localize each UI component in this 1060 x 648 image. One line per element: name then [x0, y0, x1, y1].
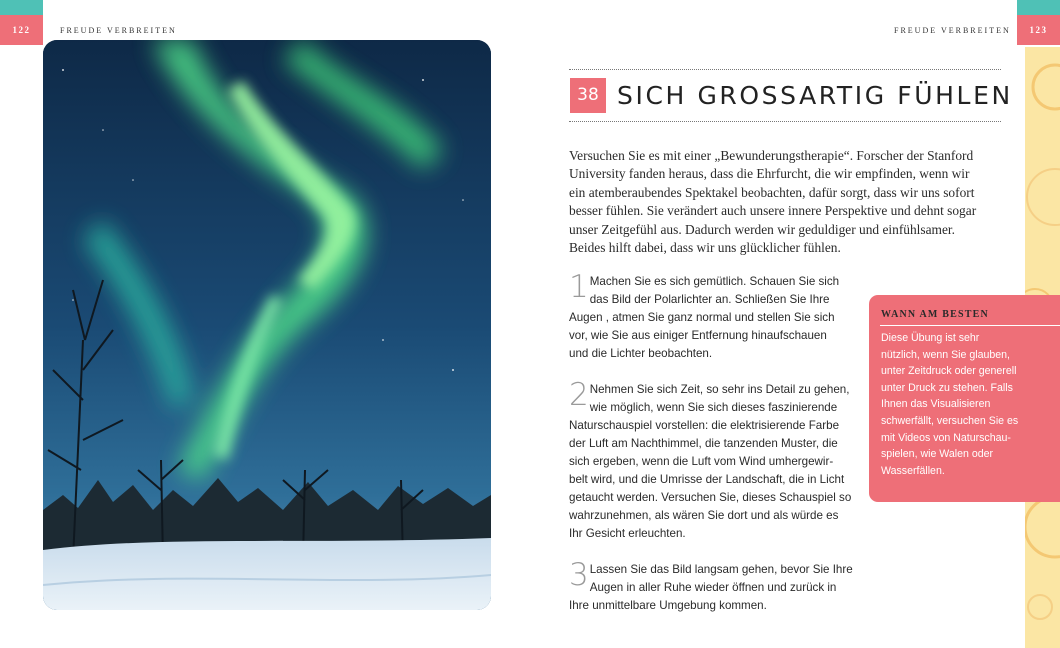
- sidebar-rule: [880, 325, 1060, 326]
- sidebar-body: [881, 330, 1018, 479]
- step-line: Augen , atmen Sie ganz normal und stellen Sie sich: [569, 311, 835, 324]
- right-running-head: FREUDE VERBREITEN: [894, 26, 1011, 35]
- left-running-head: FREUDE VERBREITEN: [60, 26, 177, 35]
- step-number: 3: [569, 557, 589, 593]
- step-1: [569, 269, 869, 363]
- intro-line: Versuchen Sie es mit einer „Bewunderungstherapie“. Forscher der Stanford: [569, 148, 974, 163]
- step-3: [569, 557, 869, 615]
- step-line: Ihr Gesicht erleuchten.: [569, 527, 686, 540]
- step-line: Naturschauspiel vorstellen: die elektrisierende Farbe: [569, 419, 840, 432]
- sidebar-line: unter Zeitdruck oder generell: [881, 365, 1017, 378]
- sidebar-line: unter Druck zu stehen. Falls: [881, 381, 1013, 394]
- sidebar-line: Ihnen das Visualisieren: [881, 398, 991, 411]
- sidebar-line: Wasserfällen.: [881, 464, 945, 477]
- intro-line: University fanden heraus, dass die Ehrfurcht, die wir empfinden, wenn wir: [569, 166, 970, 182]
- right-page-number: 123: [1017, 15, 1060, 45]
- step-line: und die Lichter beobachten.: [569, 347, 713, 360]
- step-2: [569, 377, 869, 543]
- step-number: 1: [569, 269, 589, 305]
- step-line: belt wird, und die Umrisse der Landschaft, die in Licht: [569, 473, 845, 486]
- step-line: der Luft am Nachthimmel, die tanzenden Muster, die: [569, 437, 838, 450]
- aurora-photo: [43, 40, 491, 610]
- title-top-rule: [569, 69, 1001, 70]
- step-line: vor, wie Sie aus einiger Entfernung hinaufschauen: [569, 329, 827, 342]
- right-tab-accent: [1017, 0, 1060, 15]
- step-line: Augen in aller Ruhe wieder öffnen und zurück in: [589, 581, 837, 594]
- sidebar-title: WANN AM BESTEN: [881, 309, 989, 320]
- step-line: Ihre unmittelbare Umgebung kommen.: [569, 599, 767, 612]
- sidebar-line: nützlich, wenn Sie glauben,: [881, 348, 1010, 361]
- intro-paragraph: [569, 147, 989, 257]
- sidebar-line: schwerfällt, versuchen Sie es: [881, 414, 1019, 427]
- title-bottom-rule: [569, 121, 1001, 122]
- intro-line: besser fühlen. Sie verändert auch unsere innere Perspektive und dehnt sogar: [569, 203, 977, 219]
- left-page-number: 122: [0, 15, 43, 45]
- intro-line: Beides hilft dabei, dass wir uns glücklicher fühlen.: [569, 240, 841, 256]
- intro-line: ein atemberaubendes Spektakel beobachten, dafür sorgt, dass wir uns sofort: [569, 184, 975, 200]
- intro-line: unser Zeitgefühl aus. Dadurch werden wir geduldiger und einfühlsamer.: [569, 221, 955, 237]
- step-line: Machen Sie es sich gemütlich. Schauen Sie sich: [589, 275, 840, 288]
- step-line: wie möglich, wenn Sie sich dieses faszinierende: [589, 401, 838, 414]
- left-tab-accent: [0, 0, 43, 15]
- step-line: wahrzunehmen, als wären Sie dort und als würde es: [569, 509, 839, 522]
- step-line: getaucht werden. Versuchen Sie, dieses Schauspiel so: [569, 491, 852, 504]
- step-line: Nehmen Sie sich Zeit, so sehr ins Detail zu gehen,: [589, 383, 850, 396]
- step-line: das Bild der Polarlichter an. Schließen Sie Ihre: [589, 293, 830, 306]
- step-line: Lassen Sie das Bild langsam gehen, bevor Sie Ihre: [589, 563, 853, 576]
- section-number-badge: 38: [570, 78, 606, 113]
- step-number: 2: [569, 377, 589, 413]
- sidebar-line: Diese Übung ist sehr: [881, 332, 980, 344]
- page-title: SICH GROSSARTIG FÜHLEN: [617, 81, 1013, 110]
- sidebar-line: spielen, wie Walen oder: [881, 448, 994, 461]
- step-line: sich ergeben, wenn die Luft vom Wind umhergewir-: [569, 455, 834, 468]
- sidebar-line: mit Videos von Naturschau-: [881, 431, 1011, 444]
